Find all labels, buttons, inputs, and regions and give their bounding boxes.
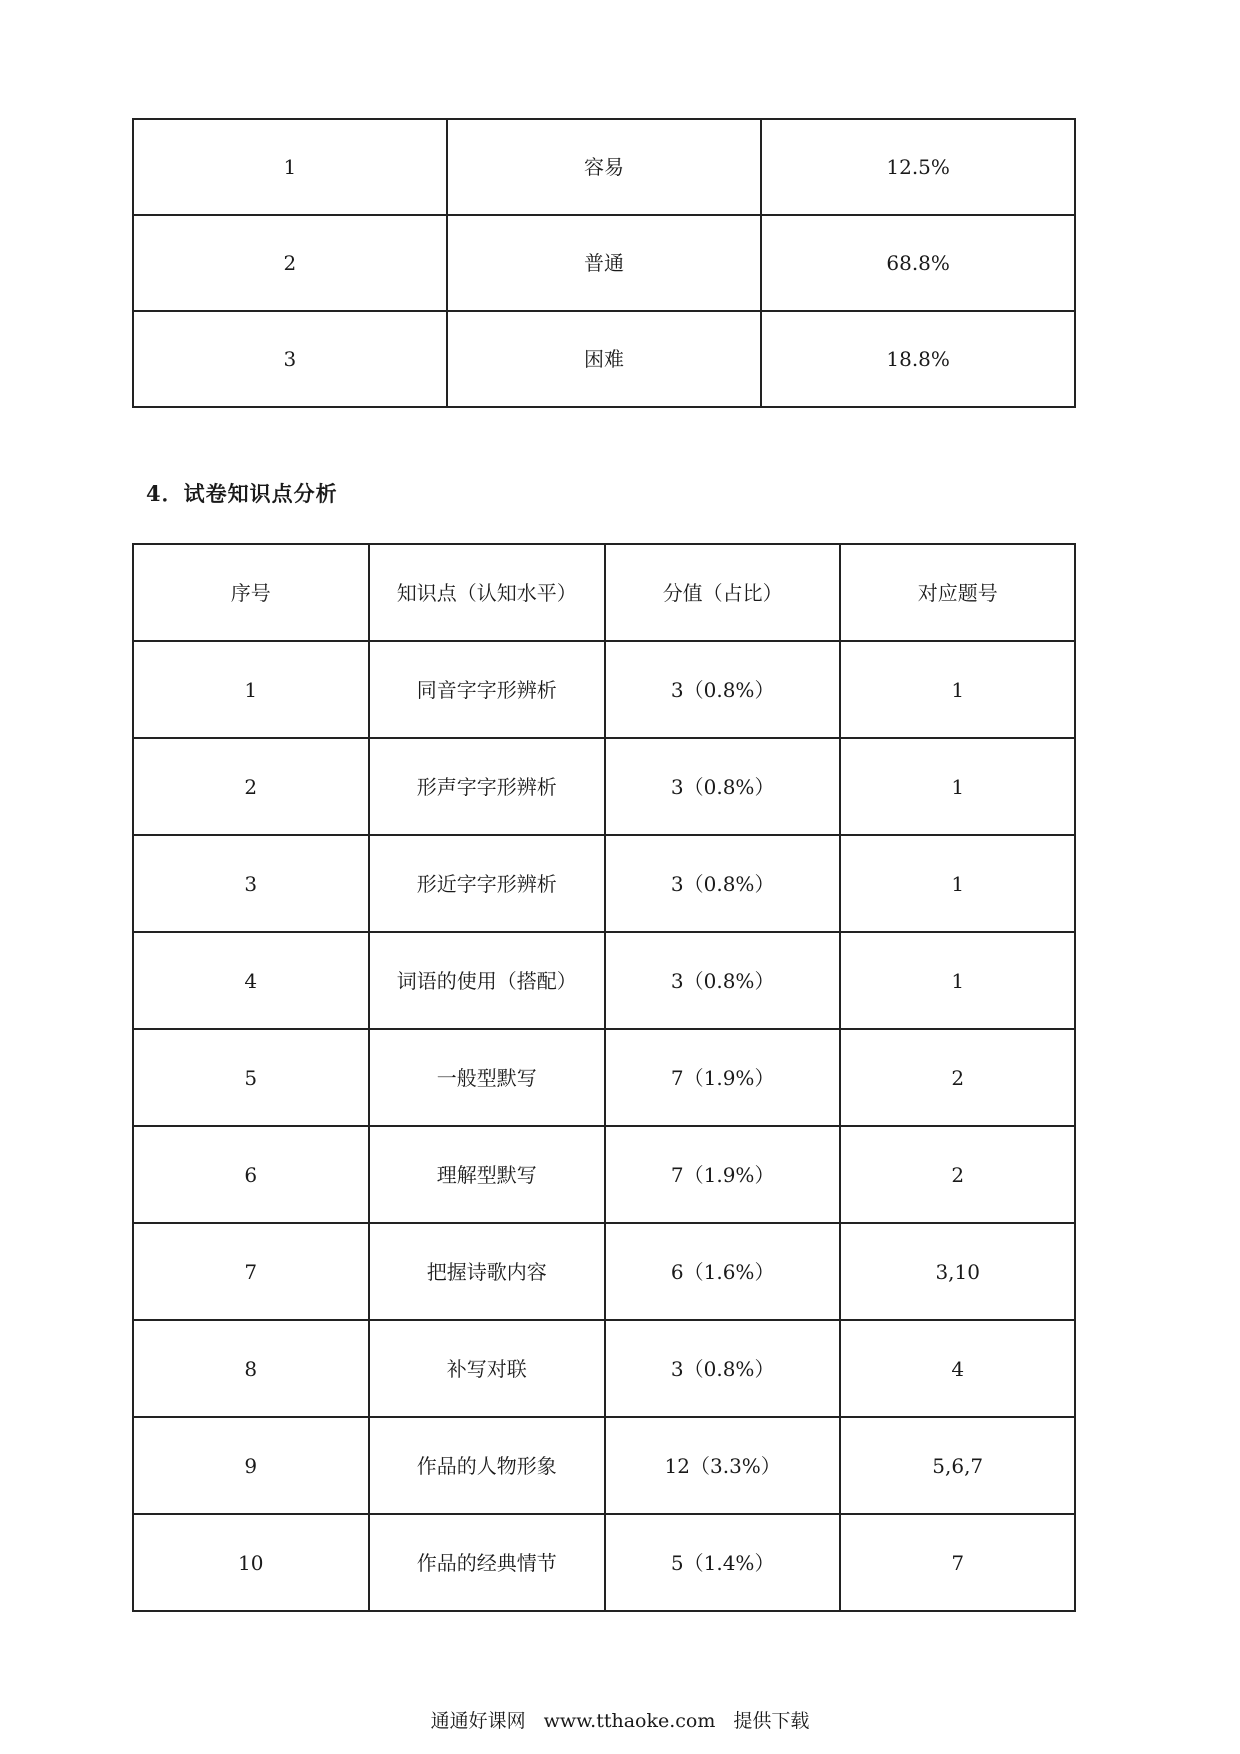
score-ratio: 7（1.9%）	[605, 1029, 841, 1126]
table-row	[133, 1320, 1075, 1417]
knowledge-point: 一般型默写	[369, 1029, 605, 1126]
score-ratio: 12（3.3%）	[605, 1417, 841, 1514]
score-ratio: 3（0.8%）	[605, 738, 841, 835]
score-ratio: 7（1.9%）	[605, 1126, 841, 1223]
table-row	[133, 1126, 1075, 1223]
row-index: 6	[133, 1126, 369, 1223]
row-index: 2	[133, 738, 369, 835]
table-row	[133, 835, 1075, 932]
difficulty-index: 3	[133, 311, 447, 407]
difficulty-ratio: 12.5%	[761, 119, 1075, 215]
column-header-knowledge-point: 知识点（认知水平）	[369, 544, 605, 641]
difficulty-level: 容易	[447, 119, 762, 215]
question-number: 4	[840, 1320, 1075, 1417]
question-number: 2	[840, 1029, 1075, 1126]
knowledge-point: 把握诗歌内容	[369, 1223, 605, 1320]
knowledge-point-table	[132, 543, 1076, 1612]
knowledge-point: 作品的经典情节	[369, 1514, 605, 1611]
row-index: 9	[133, 1417, 369, 1514]
row-index: 4	[133, 932, 369, 1029]
table-row	[133, 311, 1075, 407]
question-number: 1	[840, 835, 1075, 932]
row-index: 5	[133, 1029, 369, 1126]
difficulty-table	[132, 118, 1076, 408]
score-ratio: 3（0.8%）	[605, 641, 841, 738]
score-ratio: 3（0.8%）	[605, 932, 841, 1029]
knowledge-point: 理解型默写	[369, 1126, 605, 1223]
column-header-index: 序号	[133, 544, 369, 641]
question-number: 3,10	[840, 1223, 1075, 1320]
column-header-question-number: 对应题号	[840, 544, 1075, 641]
table-row	[133, 641, 1075, 738]
column-header-score: 分值（占比）	[605, 544, 841, 641]
question-number: 1	[840, 932, 1075, 1029]
question-number: 1	[840, 641, 1075, 738]
row-index: 8	[133, 1320, 369, 1417]
difficulty-ratio: 68.8%	[761, 215, 1075, 311]
difficulty-index: 2	[133, 215, 447, 311]
score-ratio: 3（0.8%）	[605, 1320, 841, 1417]
score-ratio: 5（1.4%）	[605, 1514, 841, 1611]
footer-suffix: 提供下载	[733, 1710, 810, 1732]
section-heading: 4．试卷知识点分析	[146, 481, 338, 506]
table-header-row	[133, 544, 1075, 641]
table-row	[133, 1223, 1075, 1320]
question-number: 2	[840, 1126, 1075, 1223]
table-row	[133, 1417, 1075, 1514]
knowledge-point: 补写对联	[369, 1320, 605, 1417]
table-row	[133, 932, 1075, 1029]
row-index: 10	[133, 1514, 369, 1611]
knowledge-point: 同音字字形辨析	[369, 641, 605, 738]
table-row	[133, 1029, 1075, 1126]
difficulty-ratio: 18.8%	[761, 311, 1075, 407]
footer-site-name: 通通好课网	[430, 1710, 526, 1732]
knowledge-point: 形声字字形辨析	[369, 738, 605, 835]
footer-url: www.tthaoke.com	[543, 1710, 716, 1732]
difficulty-level: 普通	[447, 215, 762, 311]
row-index: 3	[133, 835, 369, 932]
question-number: 5,6,7	[840, 1417, 1075, 1514]
table-row	[133, 1514, 1075, 1611]
question-number: 7	[840, 1514, 1075, 1611]
table-row	[133, 215, 1075, 311]
table-row	[133, 738, 1075, 835]
row-index: 7	[133, 1223, 369, 1320]
table-row	[133, 119, 1075, 215]
row-index: 1	[133, 641, 369, 738]
difficulty-index: 1	[133, 119, 447, 215]
page-footer	[0, 1706, 1240, 1733]
difficulty-level: 困难	[447, 311, 762, 407]
knowledge-point: 形近字字形辨析	[369, 835, 605, 932]
question-number: 1	[840, 738, 1075, 835]
score-ratio: 3（0.8%）	[605, 835, 841, 932]
knowledge-point: 词语的使用（搭配）	[369, 932, 605, 1029]
knowledge-point: 作品的人物形象	[369, 1417, 605, 1514]
score-ratio: 6（1.6%）	[605, 1223, 841, 1320]
